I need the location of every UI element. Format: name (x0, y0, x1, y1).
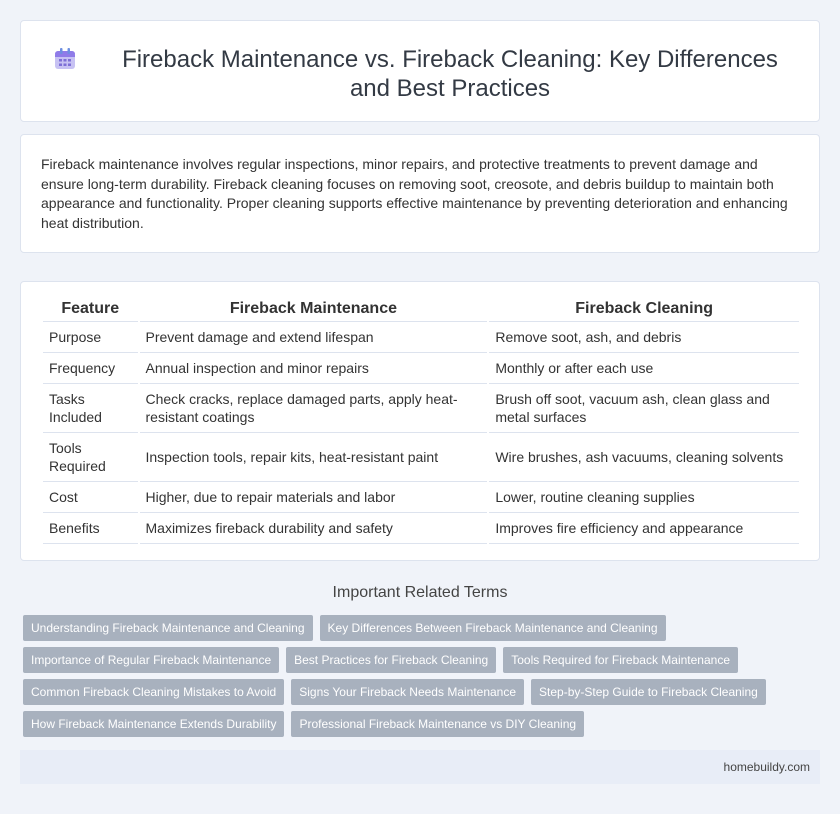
footer (20, 750, 820, 784)
header-feature: Feature (43, 296, 138, 322)
related-term-tag[interactable]: Understanding Fireback Maintenance and Cleaning (23, 615, 313, 641)
page-title: Fireback Maintenance vs. Fireback Cleaning: Key Differences and Best Practices (122, 46, 778, 102)
intro-text: Fireback maintenance involves regular inspections, minor repairs, and protective treatments to prevent damage and ensure long-term durability. Fireback cleaning focuses on removing soot, creosote, and debris buildup to maintain both appearance and functionality. Proper cleaning supports effective maintenance by preventing deterioration and enhancing heat distribution. (41, 156, 788, 231)
table-row (43, 513, 799, 544)
tag-row (23, 615, 823, 641)
table-header-row (43, 296, 799, 322)
related-term-tag[interactable]: Best Practices for Fireback Cleaning (286, 647, 496, 673)
footer-site-link[interactable]: homebuildy.com (723, 760, 810, 774)
table-row (43, 353, 799, 384)
table-row (43, 322, 799, 353)
row-maintenance: Inspection tools, repair kits, heat-resistant paint (140, 433, 488, 482)
row-maintenance: Maximizes fireback durability and safety (140, 513, 488, 544)
row-cleaning: Monthly or after each use (489, 353, 799, 384)
related-terms-list (23, 615, 823, 743)
row-cleaning: Wire brushes, ash vacuums, cleaning solvents (489, 433, 799, 482)
row-cleaning: Lower, routine cleaning supplies (489, 482, 799, 513)
row-feature: Cost (43, 482, 138, 513)
related-term-tag[interactable]: Key Differences Between Fireback Maintenance and Cleaning (320, 615, 666, 641)
row-cleaning: Improves fire efficiency and appearance (489, 513, 799, 544)
row-cleaning: Remove soot, ash, and debris (489, 322, 799, 353)
tag-row (23, 647, 823, 673)
header-card (20, 20, 820, 122)
related-term-tag[interactable]: Tools Required for Fireback Maintenance (503, 647, 738, 673)
related-term-tag[interactable]: Signs Your Fireback Needs Maintenance (291, 679, 524, 705)
row-maintenance: Prevent damage and extend lifespan (140, 322, 488, 353)
row-maintenance: Annual inspection and minor repairs (140, 353, 488, 384)
related-terms-heading: Important Related Terms (332, 584, 508, 601)
row-feature: Frequency (43, 353, 138, 384)
row-feature: Purpose (43, 322, 138, 353)
tag-row (23, 711, 823, 737)
header-cleaning: Fireback Cleaning (489, 296, 799, 322)
table-row (43, 482, 799, 513)
row-feature: Tasks Included (43, 384, 138, 433)
header-maintenance: Fireback Maintenance (140, 296, 488, 322)
related-term-tag[interactable]: Importance of Regular Fireback Maintenance (23, 647, 279, 673)
row-maintenance: Higher, due to repair materials and labor (140, 482, 488, 513)
row-feature: Tools Required (43, 433, 138, 482)
table-row (43, 384, 799, 433)
intro-card (20, 134, 820, 253)
row-cleaning: Brush off soot, vacuum ash, clean glass and metal surfaces (489, 384, 799, 433)
tag-row (23, 679, 823, 705)
comparison-table-card (20, 281, 820, 561)
row-maintenance: Check cracks, replace damaged parts, apply heat-resistant coatings (140, 384, 488, 433)
related-term-tag[interactable]: Common Fireback Cleaning Mistakes to Avoid (23, 679, 284, 705)
comparison-table (43, 296, 799, 544)
table-row (43, 433, 799, 482)
related-term-tag[interactable]: How Fireback Maintenance Extends Durability (23, 711, 284, 737)
related-term-tag[interactable]: Professional Fireback Maintenance vs DIY Cleaning (291, 711, 584, 737)
row-feature: Benefits (43, 513, 138, 544)
related-term-tag[interactable]: Step-by-Step Guide to Fireback Cleaning (531, 679, 766, 705)
